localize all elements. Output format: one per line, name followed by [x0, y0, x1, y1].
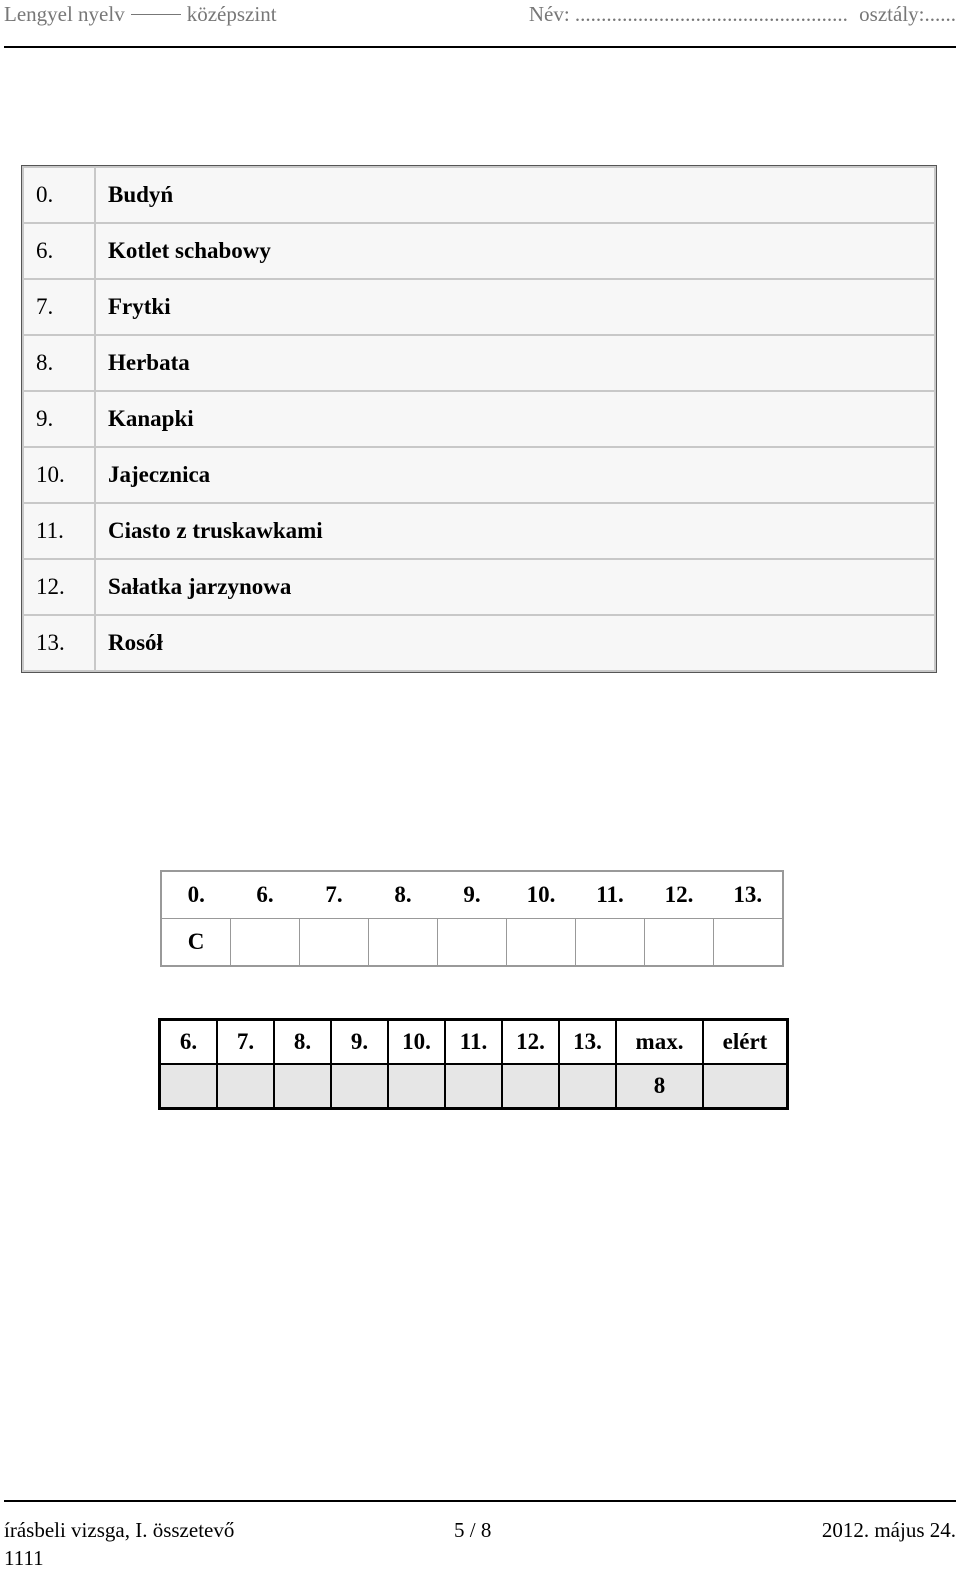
- list-row: [23, 615, 935, 671]
- list-dish-name: Ciasto z truskawkami: [95, 503, 935, 559]
- score-label: max.: [616, 1020, 703, 1065]
- answer-box: C: [161, 919, 231, 967]
- score-label: 13.: [559, 1020, 616, 1065]
- list-number: 7.: [23, 279, 95, 335]
- list-dish-name: Sałatka jarzynowa: [95, 559, 935, 615]
- list-row: [23, 335, 935, 391]
- score-label: elért: [703, 1020, 788, 1065]
- footer-exam-label: írásbeli vizsga, I. összetevő: [4, 1518, 235, 1542]
- page-header: [4, 0, 956, 28]
- list-row: [23, 559, 935, 615]
- header-right: [523, 2, 956, 27]
- answer-box[interactable]: [645, 919, 714, 967]
- list-number: 10.: [23, 447, 95, 503]
- list-number: 6.: [23, 223, 95, 279]
- class-field: osztály:......: [859, 1, 956, 26]
- score-cell[interactable]: [559, 1064, 616, 1109]
- answer-grid-label: 11.: [596, 882, 624, 907]
- answer-grid-label: 0.: [187, 882, 205, 907]
- score-label: 8.: [274, 1020, 331, 1065]
- list-number: 12.: [23, 559, 95, 615]
- score-label: 9.: [331, 1020, 388, 1065]
- score-cell[interactable]: [274, 1064, 331, 1109]
- dish-list-table: [22, 166, 936, 672]
- answer-box[interactable]: [300, 919, 369, 967]
- list-dish-name: Herbata: [95, 335, 935, 391]
- answer-grid-label: 7.: [325, 882, 343, 907]
- answer-box[interactable]: [576, 919, 645, 967]
- list-number: 13.: [23, 615, 95, 671]
- name-field: Név: ....................................................: [528, 1, 848, 26]
- list-dish-name: Frytki: [95, 279, 935, 335]
- list-row: [23, 503, 935, 559]
- list-dish-name: Rosół: [95, 615, 935, 671]
- footer-rule: [4, 1500, 956, 1502]
- list-number: 11.: [23, 503, 95, 559]
- level-label: középszint: [186, 1, 277, 26]
- score-label: 11.: [445, 1020, 502, 1065]
- list-row: [23, 167, 935, 223]
- answer-grid-label: 6.: [256, 882, 274, 907]
- header-left: [4, 2, 277, 27]
- answer-grid-label: 10.: [526, 882, 556, 907]
- list-number: 0.: [23, 167, 95, 223]
- score-label: 7.: [217, 1020, 274, 1065]
- list-dish-name: Budyń: [95, 167, 935, 223]
- list-dish-name: Kanapki: [95, 391, 935, 447]
- score-label: 10.: [388, 1020, 445, 1065]
- answer-grid-label: 9.: [463, 882, 481, 907]
- header-dash: [131, 14, 181, 15]
- answer-box[interactable]: [438, 919, 507, 967]
- answer-box[interactable]: [507, 919, 576, 967]
- footer-page-number: 5 / 8: [454, 1518, 492, 1542]
- max-score-cell: 8: [616, 1064, 703, 1109]
- list-row: [23, 279, 935, 335]
- list-row: [23, 223, 935, 279]
- list-row: [23, 391, 935, 447]
- score-cell[interactable]: [217, 1064, 274, 1109]
- list-row: [23, 447, 935, 503]
- score-cell[interactable]: [160, 1064, 218, 1109]
- list-number: 9.: [23, 391, 95, 447]
- subject-label: Lengyel nyelv: [4, 1, 125, 26]
- score-cell[interactable]: [502, 1064, 559, 1109]
- footer-code: 1111: [4, 1546, 44, 1570]
- score-cell[interactable]: [445, 1064, 502, 1109]
- header-rule: [4, 46, 956, 48]
- score-cell[interactable]: [331, 1064, 388, 1109]
- answer-box[interactable]: [369, 919, 438, 967]
- answer-box[interactable]: [231, 919, 300, 967]
- footer-date: 2012. május 24.: [821, 1518, 956, 1542]
- answer-grid-label: 13.: [733, 882, 763, 907]
- score-label: 12.: [502, 1020, 559, 1065]
- answer-grid-label: 8.: [394, 882, 412, 907]
- list-dish-name: Jajecznica: [95, 447, 935, 503]
- score-cell[interactable]: [388, 1064, 445, 1109]
- score-table: [158, 1018, 789, 1110]
- score-label: 6.: [160, 1020, 218, 1065]
- list-number: 8.: [23, 335, 95, 391]
- score-cell[interactable]: [703, 1064, 788, 1109]
- list-dish-name: Kotlet schabowy: [95, 223, 935, 279]
- answer-box[interactable]: [714, 919, 784, 967]
- answer-grid-label: 12.: [664, 882, 694, 907]
- answer-grid: [160, 870, 784, 967]
